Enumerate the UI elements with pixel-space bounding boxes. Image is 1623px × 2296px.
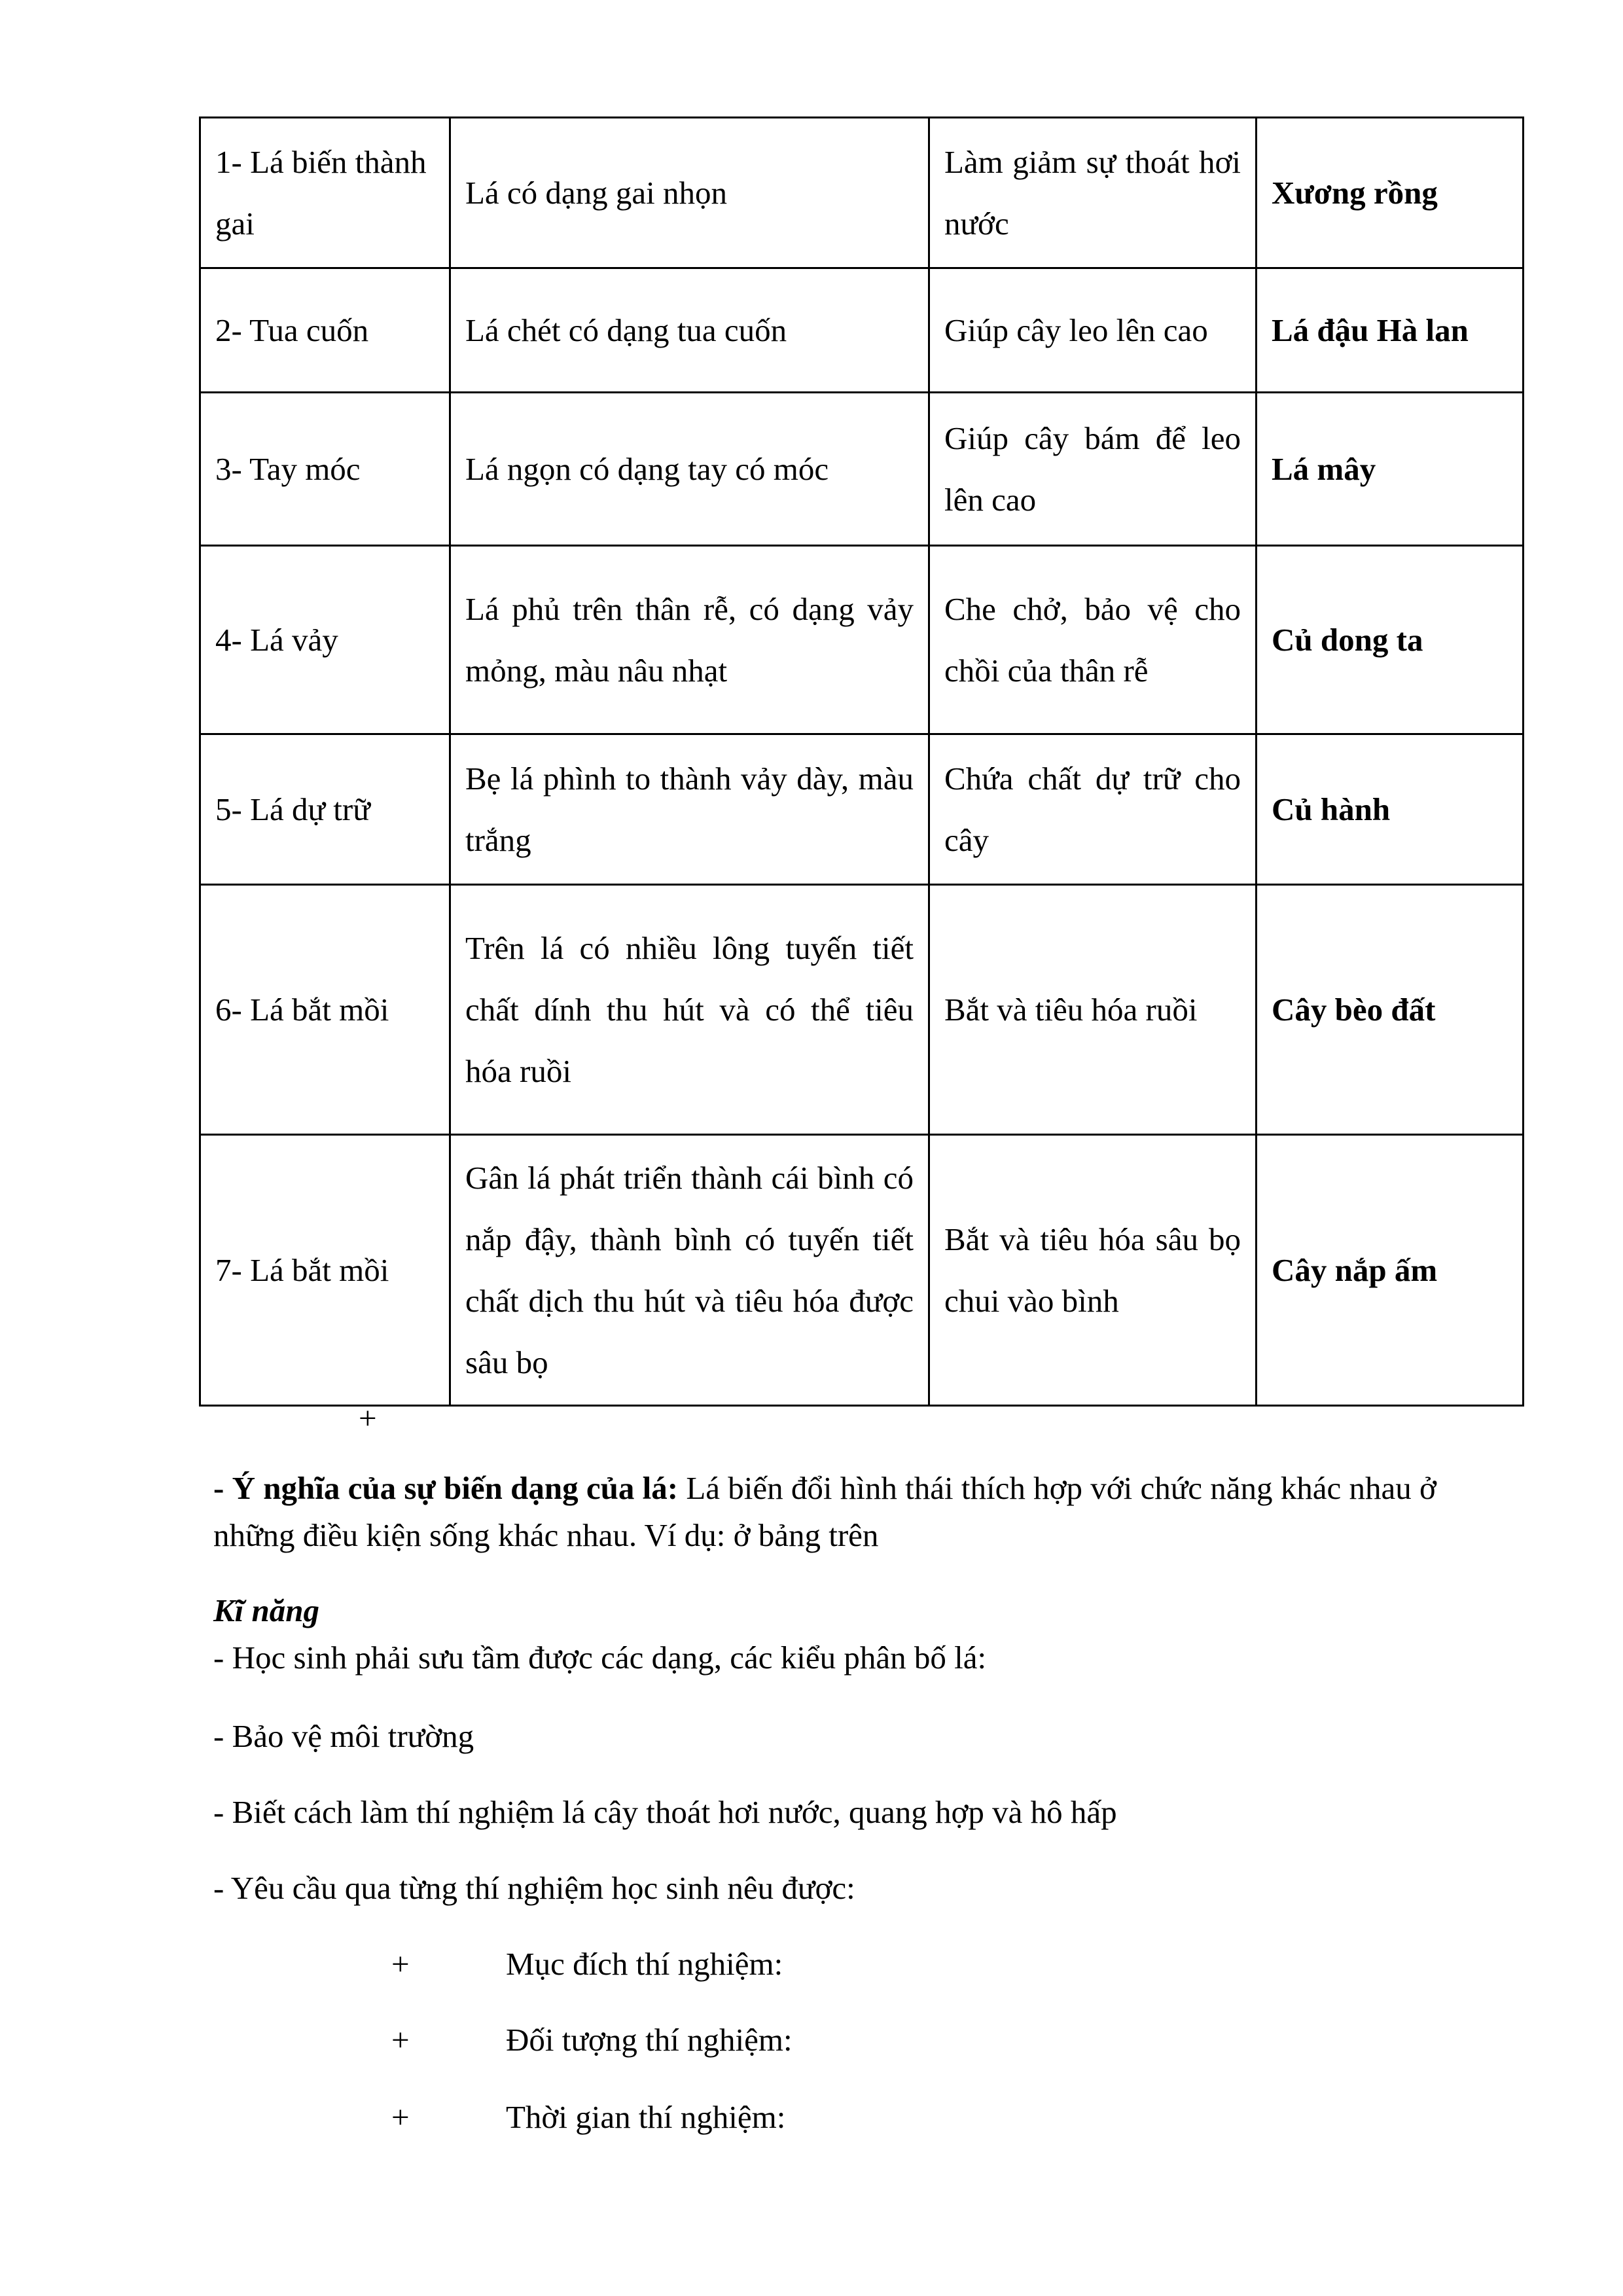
- cell-example: Cây bèo đất: [1257, 885, 1524, 1135]
- table-row: [200, 393, 1524, 546]
- cell-modification-name: 7- Lá bắt mồi: [200, 1135, 450, 1406]
- cell-function: Giúp cây leo lên cao: [929, 268, 1257, 393]
- bullet-plus: +: [391, 1946, 410, 1982]
- skill-line: - Học sinh phải sưu tầm được các dạng, các kiểu phân bố lá:: [213, 1640, 987, 1676]
- cell-modification-name: 5- Lá dự trữ: [200, 734, 450, 885]
- cell-modification-name: 2- Tua cuốn: [200, 268, 450, 393]
- meaning-paragraph: [213, 1465, 1522, 1559]
- meaning-text: Lá biến đổi hình thái thích hợp với chức năng khác nhau ở những điều kiện sống khác nhau. Ví dụ: ở bảng trên: [213, 1470, 1436, 1553]
- table-row: [200, 734, 1524, 885]
- table-row: [200, 268, 1524, 393]
- cell-example: Củ dong ta: [1257, 546, 1524, 734]
- cell-example: Lá đậu Hà lan: [1257, 268, 1524, 393]
- cell-form: Trên lá có nhiều lông tuyến tiết chất dính thu hút và có thể tiêu hóa ruồi: [450, 885, 929, 1135]
- meaning-label: - Ý nghĩa của sự biến dạng của lá:: [213, 1470, 679, 1506]
- cell-function: Che chở, bảo vệ cho chồi của thân rễ: [929, 546, 1257, 734]
- skill-line: - Yêu cầu qua từng thí nghiệm học sinh nêu được:: [213, 1870, 855, 1906]
- plus-marker: +: [359, 1400, 377, 1436]
- table-row: [200, 885, 1524, 1135]
- cell-example: Cây nắp ấm: [1257, 1135, 1524, 1406]
- cell-form: Gân lá phát triển thành cái bình có nắp đậy, thành bình có tuyến tiết chất dịch thu hút và tiêu hóa được sâu bọ: [450, 1135, 929, 1406]
- cell-function: Chứa chất dự trữ cho cây: [929, 734, 1257, 885]
- skill-line: - Bảo vệ môi trường: [213, 1718, 474, 1754]
- table-row: [200, 1135, 1524, 1406]
- cell-example: Củ hành: [1257, 734, 1524, 885]
- table-row: [200, 546, 1524, 734]
- bullet-plus: +: [391, 2022, 410, 2058]
- skill-line: - Biết cách làm thí nghiệm lá cây thoát hơi nước, quang hợp và hô hấp: [213, 1794, 1117, 1830]
- cell-function: Bắt và tiêu hóa sâu bọ chui vào bình: [929, 1135, 1257, 1406]
- cell-form: Lá chét có dạng tua cuốn: [450, 268, 929, 393]
- cell-form: Lá phủ trên thân rễ, có dạng vảy mỏng, màu nâu nhạt: [450, 546, 929, 734]
- cell-modification-name: 6- Lá bắt mồi: [200, 885, 450, 1135]
- cell-modification-name: 3- Tay móc: [200, 393, 450, 546]
- cell-modification-name: 1- Lá biến thành gai: [200, 118, 450, 268]
- skills-heading: Kĩ năng: [213, 1592, 320, 1628]
- cell-form: Lá ngọn có dạng tay có móc: [450, 393, 929, 546]
- bullet-plus: +: [391, 2099, 410, 2135]
- cell-example: Xương rồng: [1257, 118, 1524, 268]
- leaf-modification-table: [199, 117, 1524, 1407]
- experiment-item-text: Đối tượng thí nghiệm:: [506, 2022, 793, 2058]
- table-row: [200, 118, 1524, 268]
- cell-form: Bẹ lá phình to thành vảy dày, màu trắng: [450, 734, 929, 885]
- cell-form: Lá có dạng gai nhọn: [450, 118, 929, 268]
- experiment-item-text: Mục đích thí nghiệm:: [506, 1946, 783, 1982]
- cell-modification-name: 4- Lá vảy: [200, 546, 450, 734]
- cell-function: Làm giảm sự thoát hơi nước: [929, 118, 1257, 268]
- cell-example: Lá mây: [1257, 393, 1524, 546]
- cell-function: Giúp cây bám để leo lên cao: [929, 393, 1257, 546]
- cell-function: Bắt và tiêu hóa ruồi: [929, 885, 1257, 1135]
- experiment-item-text: Thời gian thí nghiệm:: [506, 2099, 786, 2135]
